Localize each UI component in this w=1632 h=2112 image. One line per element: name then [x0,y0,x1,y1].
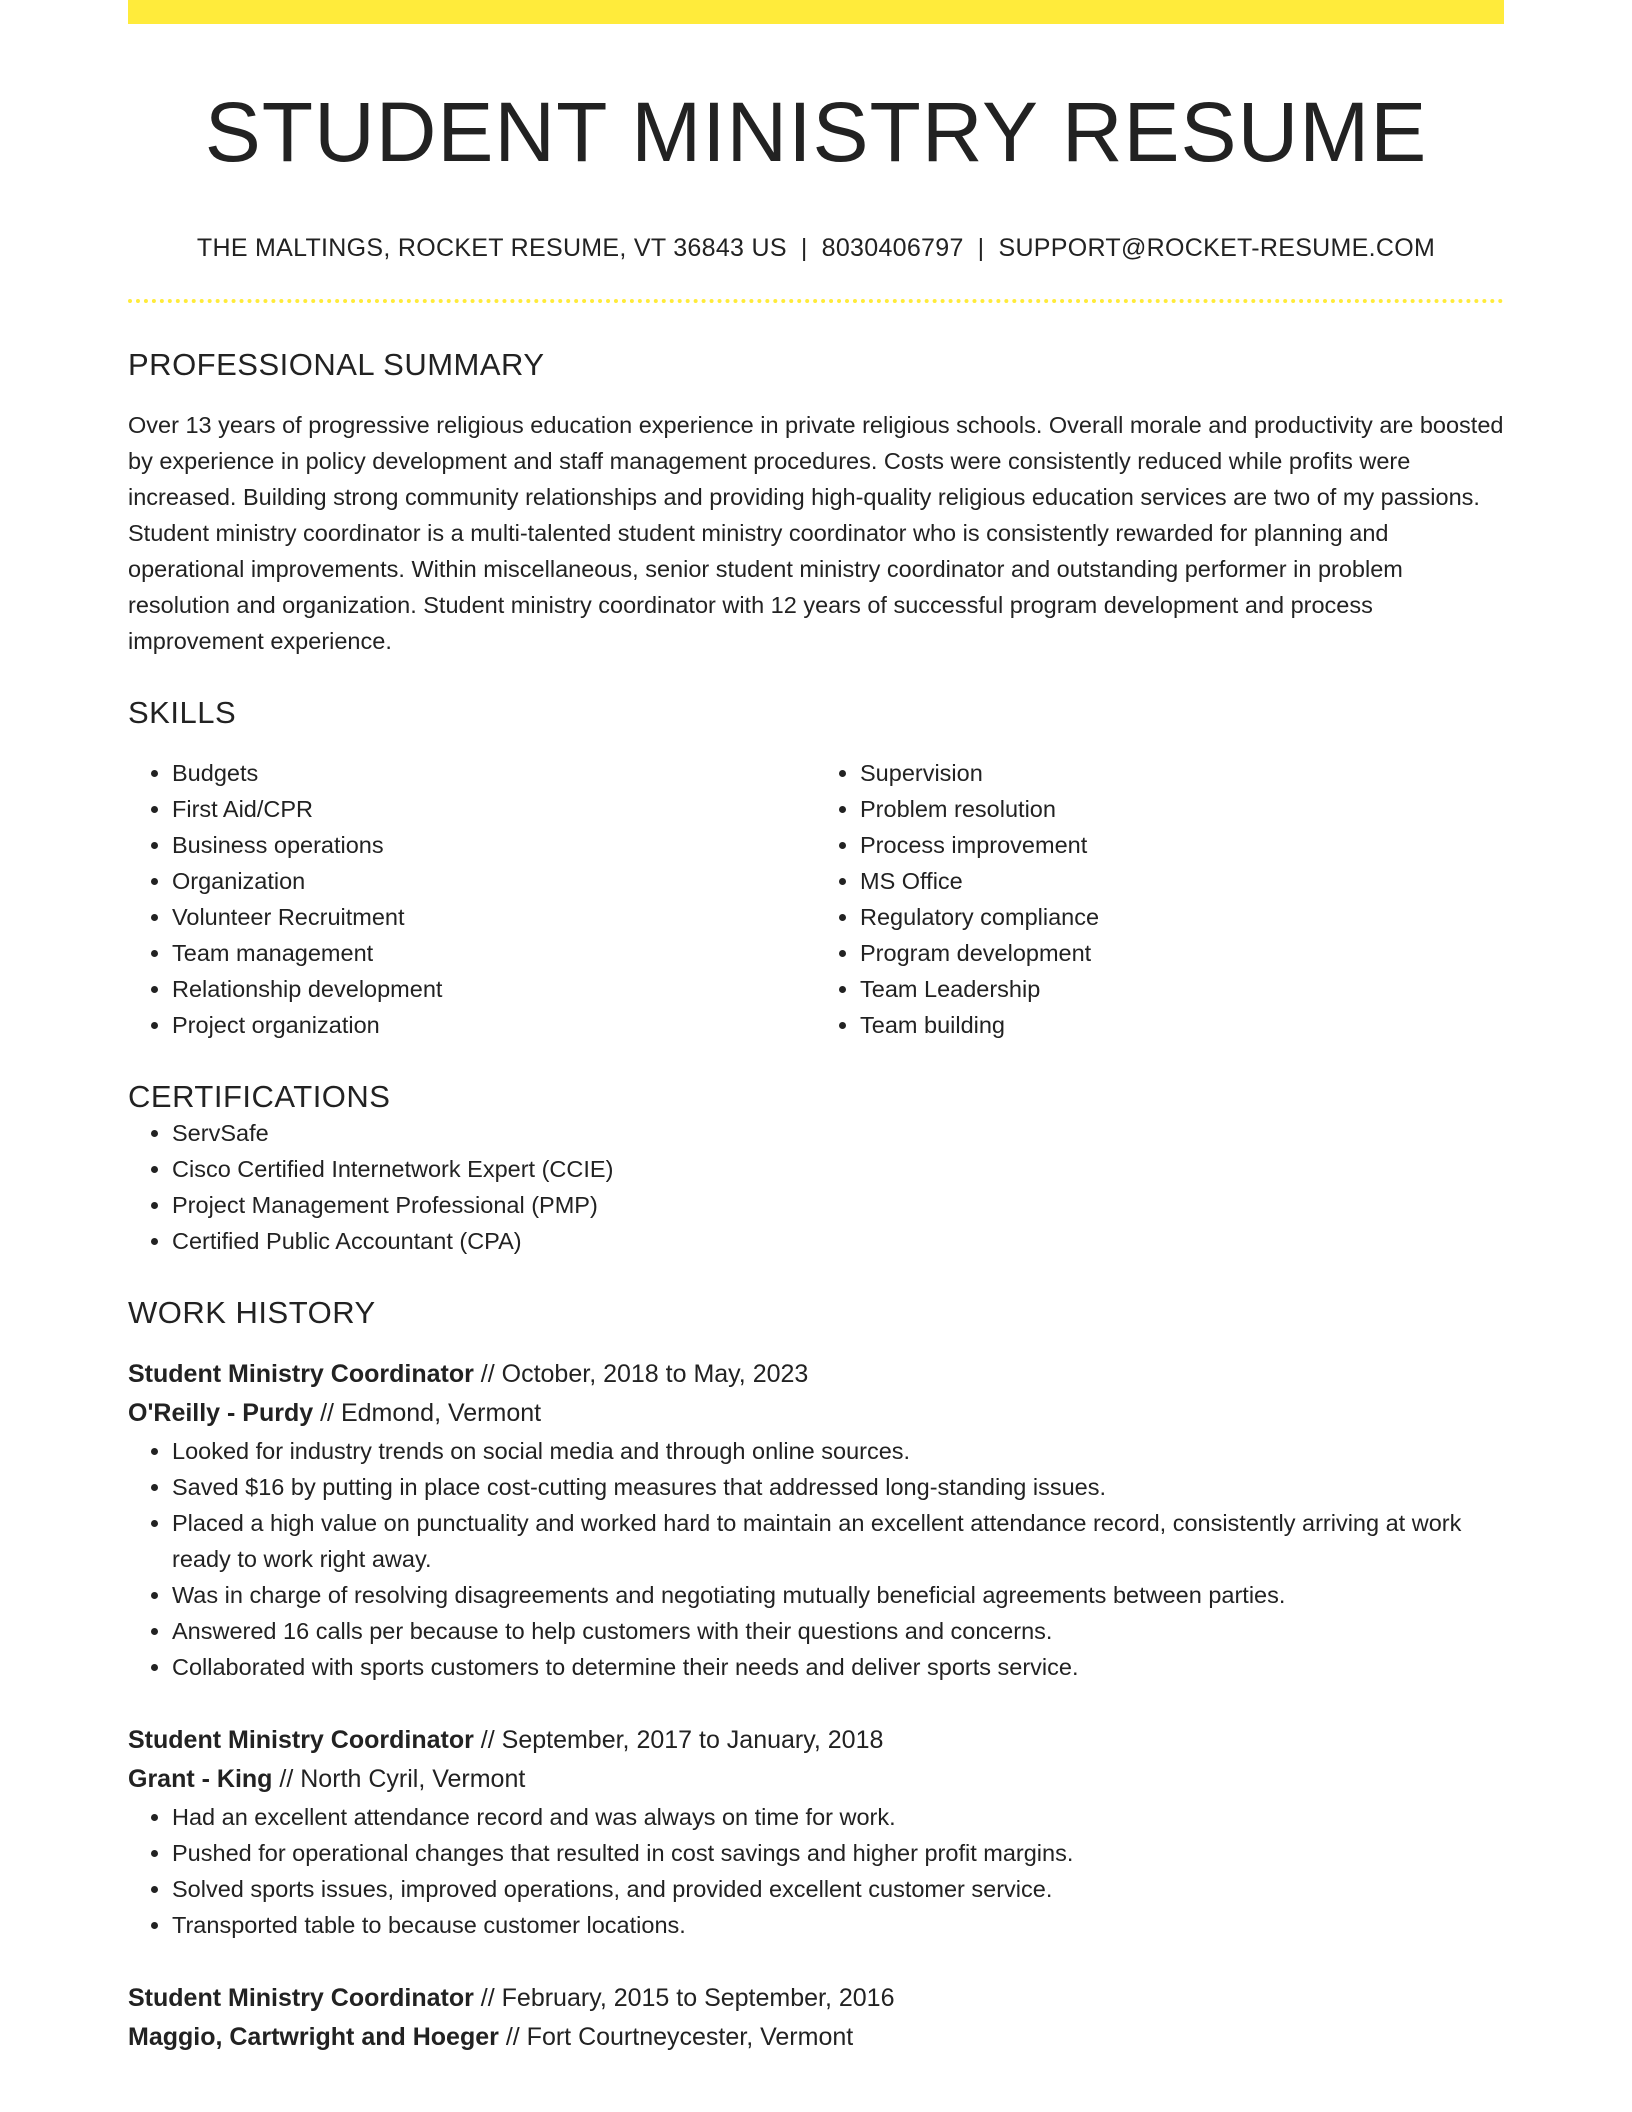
dotted-divider [128,299,1504,303]
job-role: Student Ministry Coordinator [128,1726,474,1755]
skill-item: • Team Leadership [860,971,1504,1007]
skill-item: • Team building [860,1007,1504,1043]
summary-text: Over 13 years of progressive religious education experience in private religious schools. Overall morale and productivity are boosted by experience in policy development and staff management procedures. Costs were consistently reduced while profits were increased. Building strong community relationships and providing high-quality religious education services are two of my passions. Student ministry coordinator is a multi-talented student ministry coordinator who is consistently rewarded for planning and operational improvements. Within miscellaneous, senior student ministry coordinator and outstanding performer in problem resolution and organization. Student ministry coordinator with 12 years of successful program development and process improvement experience. [128,412,1504,655]
skills-grid [128,755,1504,1043]
certifications-list [128,1115,1504,1259]
summary-heading: PROFESSIONAL SUMMARY [128,347,545,383]
job-bullet: • Was in charge of resolving disagreements and negotiating mutually beneficial agreements between parties. [172,1577,1504,1613]
job-bullet: • Placed a high value on punctuality and worked hard to maintain an excellent attendance record, consistently arriving at work ready to work right away. [172,1505,1504,1577]
certification-item: • Certified Public Accountant (CPA) [172,1223,1504,1259]
skill-item: • Team management [172,935,816,971]
job-bullet-list [128,1433,1504,1685]
job-company-line [128,1760,1504,1799]
job-entry [128,1355,1504,1685]
job-separator: // [505,2023,520,2052]
contact-address: THE MALTINGS, ROCKET RESUME, VT 36843 US [196,234,787,263]
job-separator: // [480,1984,495,2013]
job-bullet: • Solved sports issues, improved operations, and provided excellent customer service. [172,1871,1504,1907]
job-entry [128,1721,1504,1943]
skill-item: • Budgets [172,755,816,791]
job-role: Student Ministry Coordinator [128,1984,474,2013]
job-role-line [128,1979,1504,2018]
job-location: Edmond, Vermont [340,1399,542,1428]
job-bullet: • Looked for industry trends on social media and through online sources. [172,1433,1504,1469]
skill-item: • Relationship development [172,971,816,1007]
resume-page [128,0,1504,2057]
job-bullet: • Had an excellent attendance record and was always on time for work. [172,1799,1504,1835]
certification-item: • Cisco Certified Internetwork Expert (CCIE) [172,1151,1504,1187]
skill-item: • First Aid/CPR [172,791,816,827]
skill-item: • MS Office [860,863,1504,899]
job-bullet: • Transported table to because customer locations. [172,1907,1504,1943]
contact-email: SUPPORT@ROCKET-RESUME.COM [998,234,1436,263]
skill-item: • Project organization [172,1007,816,1043]
job-company-line [128,2018,1504,2057]
certification-item: • Project Management Professional (PMP) [172,1187,1504,1223]
resume-title: STUDENT MINISTRY RESUME [204,85,1428,179]
job-location: Fort Courtneycester, Vermont [526,2023,854,2052]
top-accent-bar [128,0,1504,24]
skill-item: • Volunteer Recruitment [172,899,816,935]
contact-separator: | [800,234,808,263]
job-separator: // [480,1726,495,1755]
job-company: Grant - King [128,1765,273,1794]
job-bullet: • Collaborated with sports customers to determine their needs and deliver sports service. [172,1649,1504,1685]
skills-left-list [128,755,816,1043]
skill-item: • Problem resolution [860,791,1504,827]
job-role-line [128,1355,1504,1394]
job-separator: // [480,1360,495,1389]
job-location: North Cyril, Vermont [300,1765,526,1794]
job-separator: // [279,1765,294,1794]
job-bullet: • Saved $16 by putting in place cost-cutting measures that addressed long-standing issues. [172,1469,1504,1505]
job-entry [128,1979,1504,2057]
job-company: Maggio, Cartwright and Hoeger [128,2023,499,2052]
job-company-line [128,1394,1504,1433]
work-history-heading: WORK HISTORY [128,1295,376,1331]
contact-phone: 8030406797 [821,234,964,263]
skill-item: • Business operations [172,827,816,863]
job-bullet: • Pushed for operational changes that resulted in cost savings and higher profit margins. [172,1835,1504,1871]
job-bullet: • Answered 16 calls per because to help customers with their questions and concerns. [172,1613,1504,1649]
job-role: Student Ministry Coordinator [128,1360,474,1389]
job-dates: September, 2017 to January, 2018 [501,1726,884,1755]
job-bullet-list [128,1799,1504,1943]
certifications-heading: CERTIFICATIONS [128,1079,391,1115]
skill-item: • Program development [860,935,1504,971]
certification-item: • ServSafe [172,1115,1504,1151]
skills-heading: SKILLS [128,695,237,731]
contact-separator: | [977,234,985,263]
skill-item: • Supervision [860,755,1504,791]
job-company: O'Reilly - Purdy [128,1399,314,1428]
job-role-line [128,1721,1504,1760]
skill-item: • Regulatory compliance [860,899,1504,935]
job-separator: // [320,1399,335,1428]
job-dates: October, 2018 to May, 2023 [501,1360,809,1389]
skill-item: • Process improvement [860,827,1504,863]
skills-right-list [816,755,1504,1043]
skill-item: • Organization [172,863,816,899]
contact-line [128,234,1504,263]
job-dates: February, 2015 to September, 2016 [501,1984,895,2013]
